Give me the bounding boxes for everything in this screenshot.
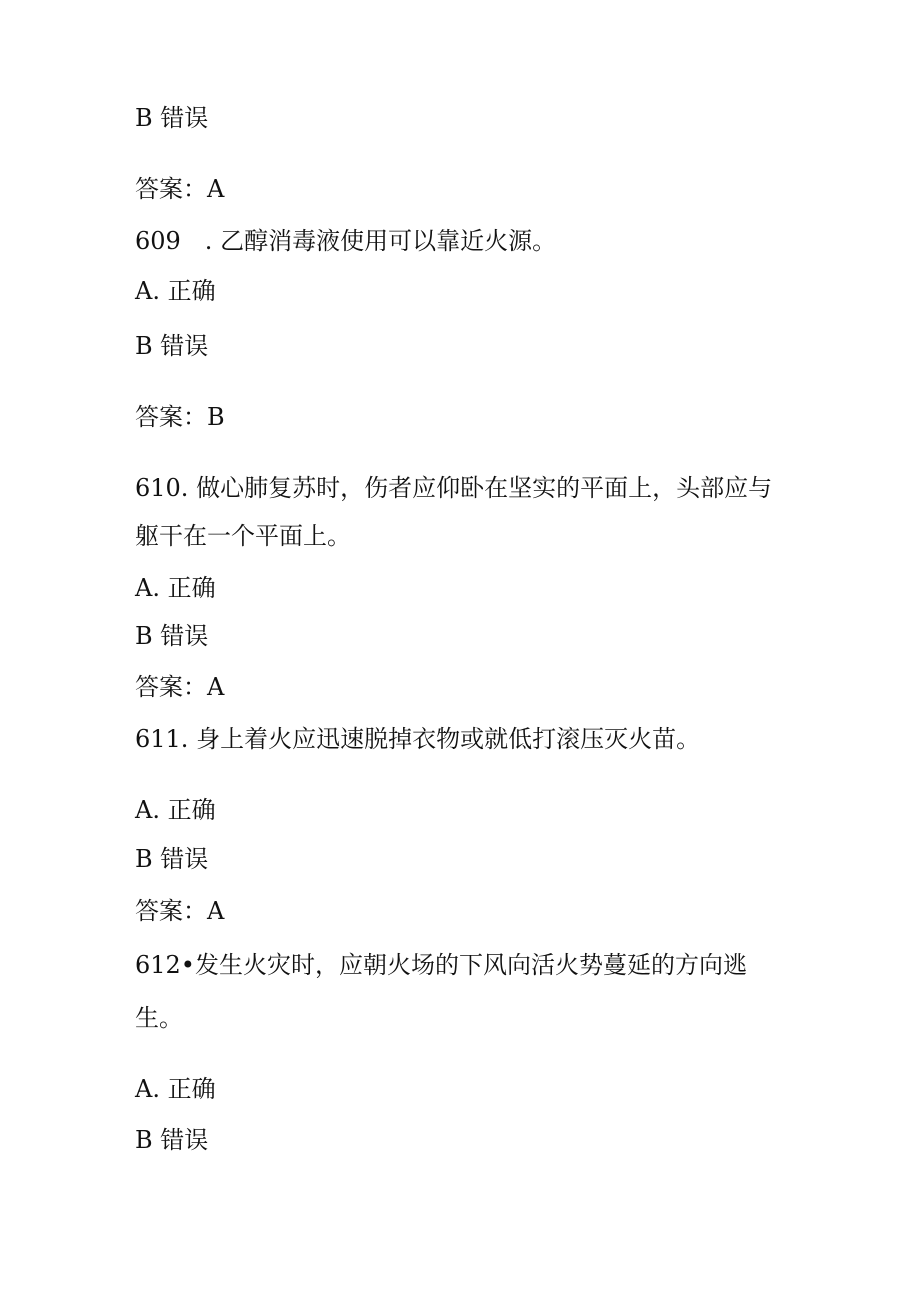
answer-611: 答案：A [135,897,225,925]
option-a-612: A. 正确 [135,1075,216,1103]
option-b-609: B 错误 [135,332,209,360]
question-609: 609 . 乙醇消毒液使用可以靠近火源。 [135,227,557,255]
question-612-line2: 生。 [135,1004,183,1032]
question-610-line1: 610. 做心肺复苏时，伤者应仰卧在坚实的平面上，头部应与 [135,474,773,502]
option-b-612: B 错误 [135,1126,209,1154]
question-611: 611. 身上着火应迅速脱掉衣物或就低打滚压灭火苗。 [135,725,701,753]
question-612-line1: 612•发生火灾时，应朝火场的下风向活火势蔓延的方向逃 [135,951,747,979]
option-a-611: A. 正确 [135,796,216,824]
option-b-prev: B 错误 [135,104,209,132]
question-610-line2: 躯干在一个平面上。 [135,522,351,550]
option-b-611: B 错误 [135,845,209,873]
answer-610: 答案：A [135,673,225,701]
option-a-610: A. 正确 [135,574,216,602]
answer-609: 答案：B [135,403,225,431]
option-a-609: A. 正确 [135,277,216,305]
answer-prev: 答案：A [135,175,225,203]
option-b-610: B 错误 [135,622,209,650]
